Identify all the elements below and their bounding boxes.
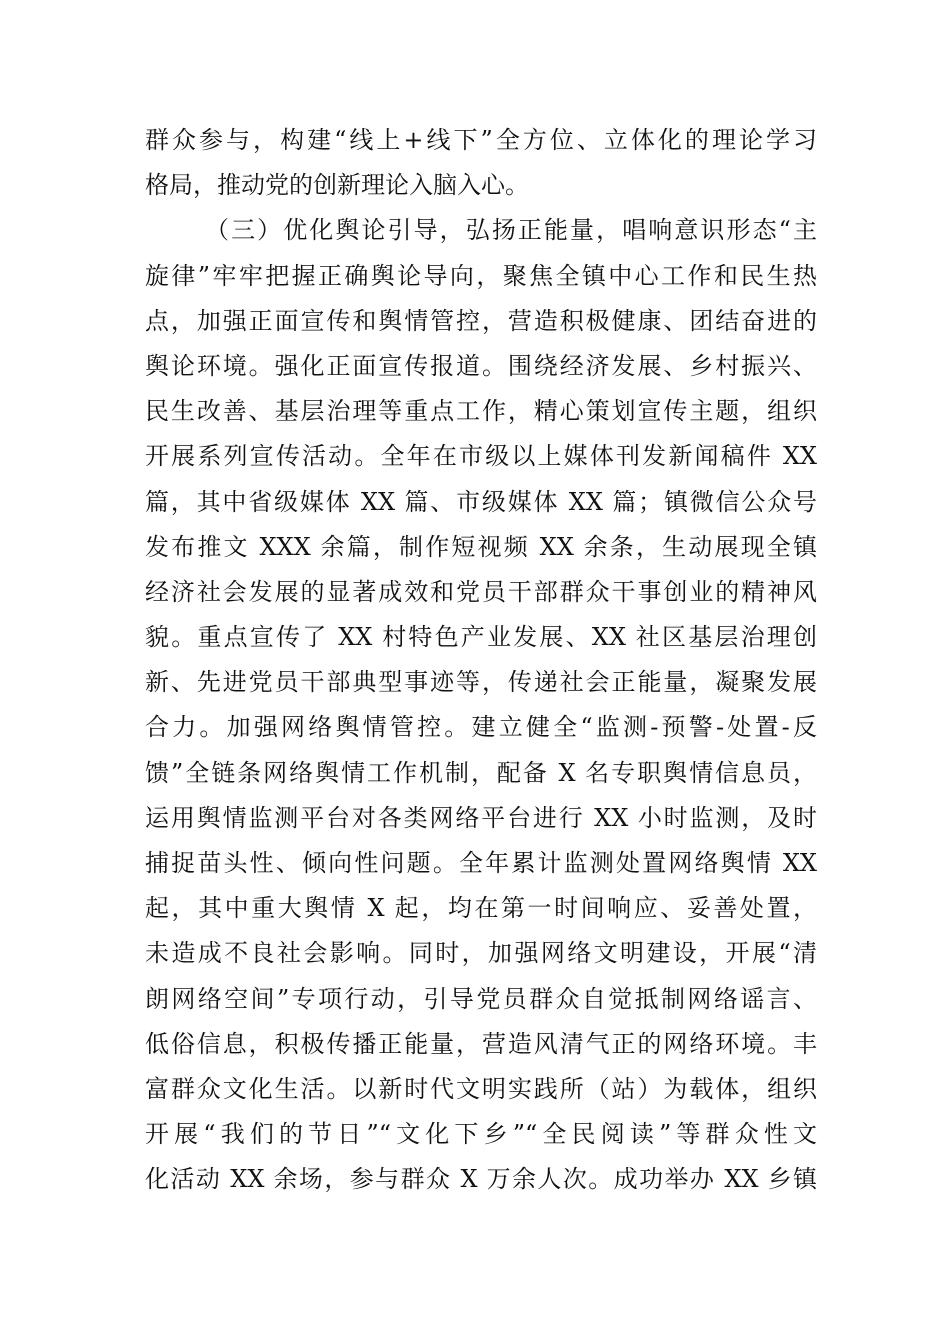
text-line: 运用舆情监测平台对各类网络平台进行 XX 小时监测，及时 — [145, 803, 817, 832]
text-line: 貌。重点宣传了 XX 村特色产业发展、XX 社区基层治理创 — [145, 623, 817, 652]
text-line: 合力。加强网络舆情管控。建立健全“监测-预警-处置-反 — [145, 713, 817, 742]
text-line: 旋律”牢牢把握正确舆论导向，聚焦全镇中心工作和民生热 — [145, 261, 817, 290]
text-line: 朗网络空间”专项行动，引导党员群众自觉抵制网络谣言、 — [145, 984, 817, 1013]
text-line: 舆论环境。强化正面宣传报道。围绕经济发展、乡村振兴、 — [145, 351, 817, 380]
text-line: 篇，其中省级媒体 XX 篇、市级媒体 XX 篇；镇微信公众号 — [145, 487, 817, 516]
text-line: 格局，推动党的创新理论入脑入心。 — [145, 171, 529, 200]
text-line: 发布推文 XXX 余篇，制作短视频 XX 余条，生动展现全镇 — [145, 532, 817, 561]
text-line: 经济社会发展的显著成效和党员干部群众干事创业的精神风 — [145, 577, 817, 606]
text-line: 富群众文化生活。以新时代文明实践所（站）为载体，组织 — [145, 1074, 817, 1103]
text-line: 群众参与，构建“线上+线下”全方位、立体化的理论学习 — [145, 126, 817, 154]
text-line: 馈”全链条网络舆情工作机制，配备 X 名专职舆情信息员， — [145, 758, 817, 787]
text-line: 低俗信息，积极传播正能量，营造风清气正的网络环境。丰 — [145, 1029, 817, 1058]
text-line: 民生改善、基层治理等重点工作，精心策划宣传主题，组织 — [145, 397, 817, 426]
document-body — [145, 118, 817, 1203]
text-line: 未造成不良社会影响。同时，加强网络文明建设，开展“清 — [145, 939, 817, 968]
text-line: 开展系列宣传活动。全年在市级以上媒体刊发新闻稿件 XX — [145, 442, 817, 471]
text-line: 化活动 XX 余场，参与群众 X 万余人次。成功举办 XX 乡镇 — [145, 1165, 817, 1194]
text-line: 点，加强正面宣传和舆情管控，营造积极健康、团结奋进的 — [145, 306, 817, 335]
text-line: （三）优化舆论引导，弘扬正能量，唱响意识形态“主 — [205, 216, 817, 245]
text-line: 起，其中重大舆情 X 起，均在第一时间响应、妥善处置， — [145, 894, 817, 923]
text-line: 新、先进党员干部典型事迹等，传递社会正能量，凝聚发展 — [145, 668, 817, 697]
text-line: 捕捉苗头性、倾向性问题。全年累计监测处置网络舆情 XX — [145, 849, 817, 877]
text-line: 开展“我们的节日”“文化下乡”“全民阅读”等群众性文 — [145, 1120, 817, 1149]
